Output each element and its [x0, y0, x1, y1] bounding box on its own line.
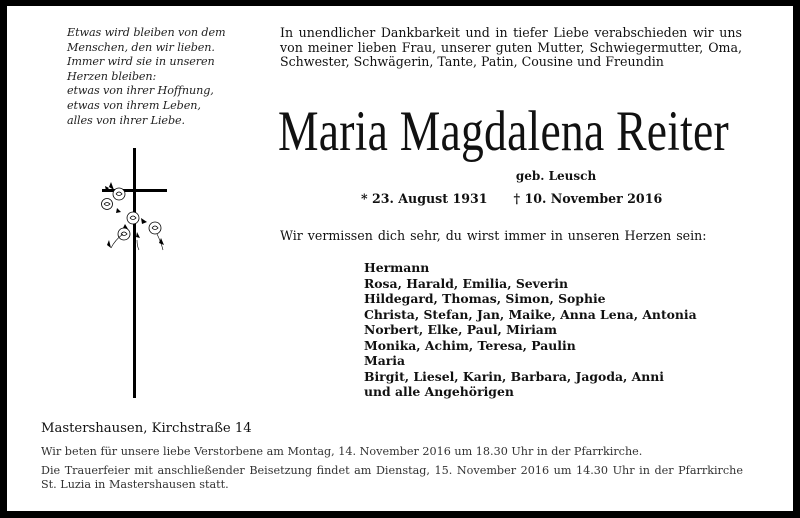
- poem-line: etwas von ihrer Hoffnung,: [67, 84, 214, 98]
- mourner-line: Hermann: [364, 260, 430, 275]
- poem-line: Immer wird sie in unseren: [67, 55, 215, 69]
- birth-name: geb. Leusch: [515, 169, 597, 183]
- mourner-line: Maria: [364, 353, 406, 368]
- mourner-line: Norbert, Elke, Paul, Miriam: [364, 322, 557, 337]
- mourner-line: Hildegard, Thomas, Simon, Sophie: [364, 291, 606, 306]
- prayer-notice: Wir beten für unsere liebe Verstorbene am Montag, 14. November 2016 um 18.30 Uhr in der Pfarrkirche.: [41, 445, 643, 458]
- poem-line: etwas von ihrem Leben,: [67, 98, 201, 112]
- missing-text: Wir vermissen dich sehr, du wirst immer in unseren Herzen sein:: [280, 228, 707, 243]
- birth-name-line: [280, 168, 742, 184]
- mourner-line: Birgit, Liesel, Karin, Barbara, Jagoda, Anni: [364, 368, 664, 384]
- poem-line: Herzen bleiben:: [67, 69, 157, 83]
- mourner-line: und alle Angehörigen: [364, 384, 514, 399]
- mourner-line: Monika, Achim, Teresa, Paulin: [364, 337, 576, 353]
- deceased-name: Maria Magdalena Reiter: [278, 100, 729, 163]
- intro-text: In unendlicher Dankbarkeit und in tiefer Liebe verabschieden wir uns von meiner lieben Frau, unserer guten Mutter, Schwiegermutter, Oma, Schwester, Schwägerin, Tante, Patin, Cousine und Freundin: [280, 25, 742, 70]
- mourner-line: Rosa, Harald, Emilia, Severin: [364, 275, 568, 291]
- death-date: † 10. November 2016: [513, 191, 663, 206]
- poem-line: Etwas wird bleiben von dem: [67, 26, 226, 39]
- poem-line: alles von ihrer Liebe.: [67, 113, 185, 127]
- obituary-notice: [7, 6, 793, 511]
- life-dates: [361, 191, 662, 207]
- poem-line: Menschen, den wir lieben.: [67, 40, 215, 54]
- funeral-notice: Die Trauerfeier mit anschließender Beisetzung findet am Dienstag, 15. November 2016 um 14.30 Uhr in der Pfarrkirche St. Luzia in Mastershausen statt.: [41, 464, 743, 491]
- family-address: Mastershausen, Kirchstraße 14: [41, 421, 252, 436]
- mourner-line: Christa, Stefan, Jan, Maike, Anna Lena, Antonia: [364, 306, 697, 322]
- memorial-poem: [67, 26, 267, 128]
- mourners-list: [364, 260, 697, 400]
- birth-date: * 23. August 1931: [361, 191, 488, 206]
- cross-with-roses-icon: [97, 178, 177, 258]
